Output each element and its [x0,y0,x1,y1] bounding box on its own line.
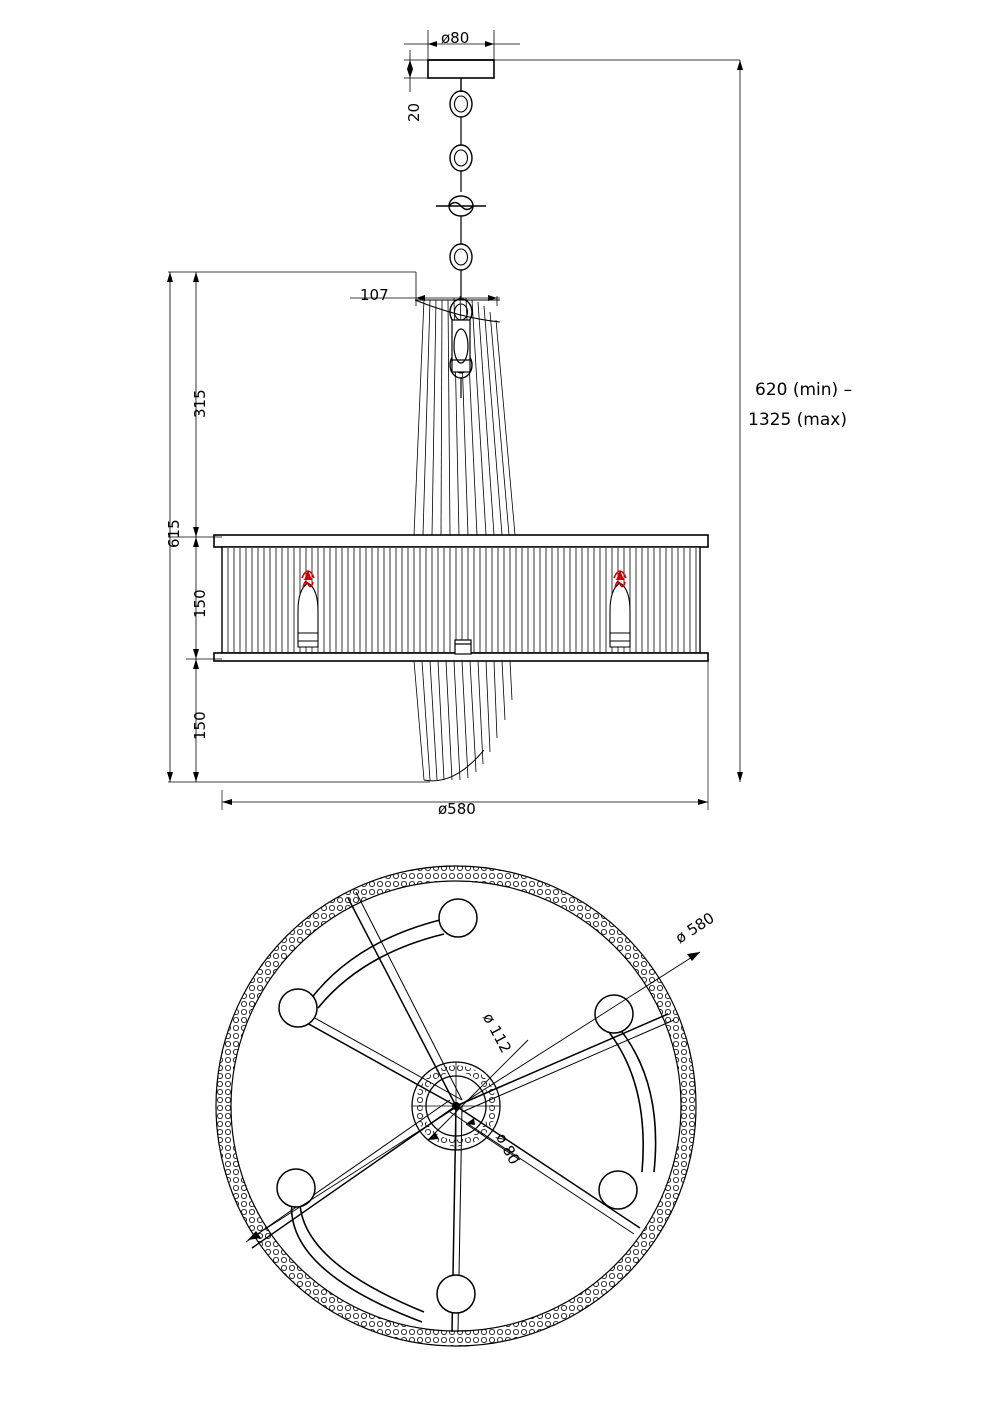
dim-label-150-lower: 150 [191,711,209,740]
dim-label-drop-min: 620 (min) – [755,380,853,400]
dim-label-315: 315 [191,389,209,418]
chain-connector [436,196,486,216]
dim-label-plan-hub: ø 80 [492,1130,524,1168]
dim-total-drop [494,60,743,782]
canopy [428,60,494,78]
center-base-plate [455,640,471,654]
dim-label-body-diameter: ø580 [438,800,476,818]
dim-label-canopy-diameter: ø80 [441,29,470,47]
plan-view [216,866,700,1346]
lower-crystal-cluster [414,661,512,781]
arm-structure-outline [246,892,674,1332]
dim-label-plan-inner-ring: ø 112 [479,1010,515,1057]
canopy-height-dimension [404,50,428,92]
arm-structure [252,898,668,1332]
dim-label-615: 615 [165,519,183,548]
dim-label-150-shade: 150 [191,589,209,618]
dim-label-plan-outer-diameter: ø 580 [672,908,718,948]
front-elevation-view [167,30,743,810]
dim-label-canopy-height: 20 [405,102,423,122]
dim-label-drop-max: 1325 (max) [748,410,847,430]
central-hub [412,1062,500,1150]
stem-bracket [452,320,470,372]
dim-label-107: 107 [360,286,389,304]
